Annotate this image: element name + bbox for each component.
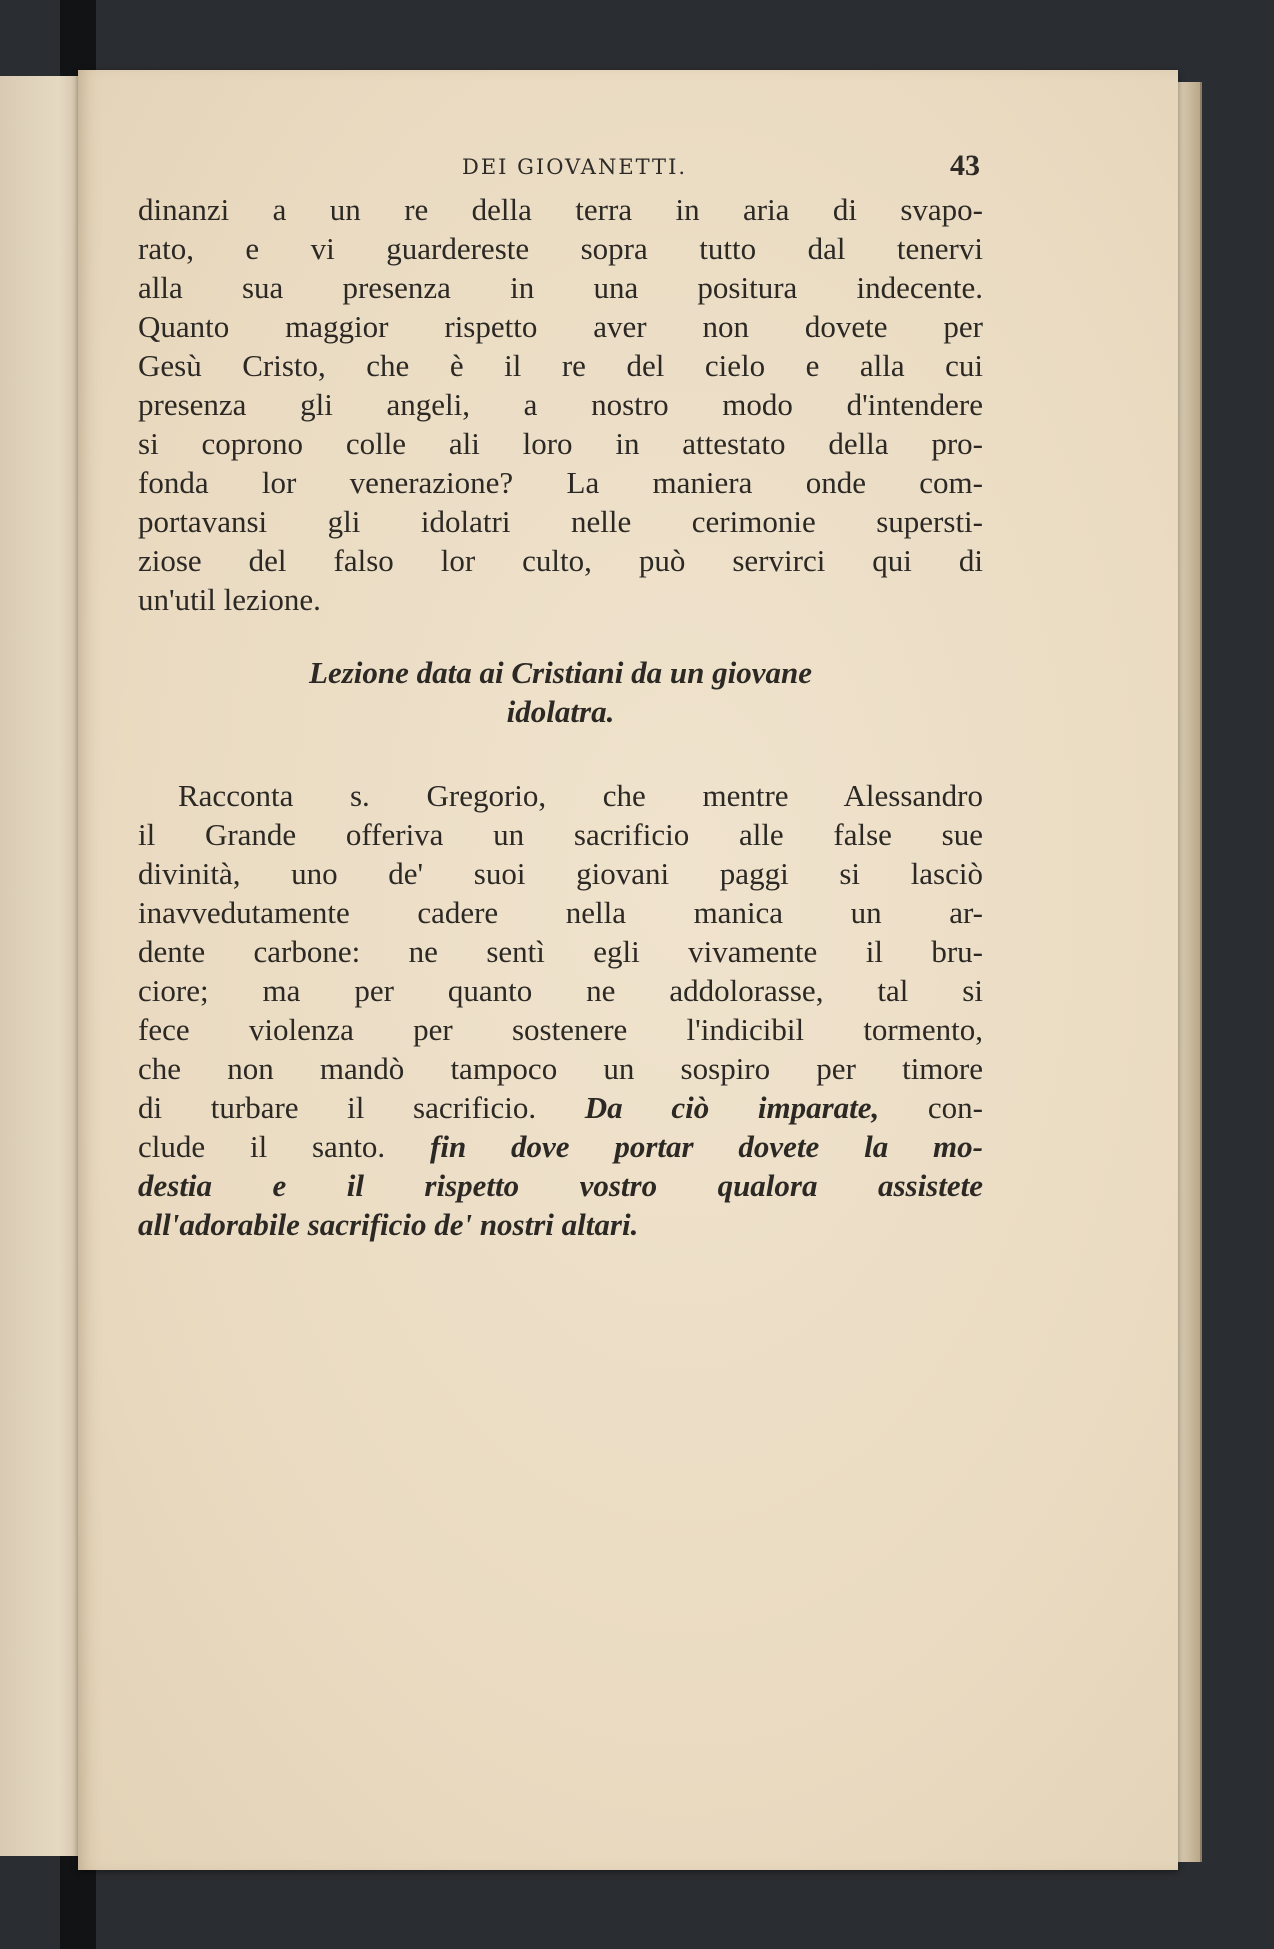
text-line: dente carbone: ne sentì egli vivamente il bru-	[138, 934, 983, 969]
text-line: Quanto maggior rispetto aver non dovete per	[138, 309, 983, 344]
paragraph-2	[138, 776, 983, 1244]
section-heading	[138, 653, 983, 731]
text-line: Gesù Cristo, che è il re del cielo e alla cui	[138, 348, 983, 383]
text-line: Racconta s. Gregorio, che mentre Alessandro	[178, 778, 983, 813]
italic-line: destia e il rispetto vostro qualora assistete	[138, 1168, 983, 1203]
text-span: clude il santo.	[138, 1129, 386, 1164]
page-number: 43	[950, 149, 980, 182]
paragraph-1	[138, 190, 983, 619]
text-line: ciore; ma per quanto ne addolorasse, tal si	[138, 973, 983, 1008]
text-line: che non mandò tampoco un sospiro per timore	[138, 1051, 983, 1086]
heading-line: idolatra.	[506, 694, 615, 729]
italic-line: all'adorabile sacrificio de' nostri altari.	[138, 1207, 639, 1242]
italic-span: Da ciò imparate,	[584, 1090, 880, 1125]
text-line: portavansi gli idolatri nelle cerimonie supersti-	[138, 504, 983, 539]
text-line: alla sua presenza in una positura indecente.	[138, 270, 983, 305]
running-head	[150, 149, 980, 195]
text-line-mixed	[138, 1127, 983, 1166]
text-span: con-	[927, 1090, 984, 1125]
text-line: fece violenza per sostenere l'indicibil tormento,	[138, 1012, 983, 1047]
text-line: si coprono colle ali loro in attestato della pro-	[138, 426, 983, 461]
text-line: dinanzi a un re della terra in aria di svapo-	[138, 192, 983, 227]
text-line: fonda lor venerazione? La maniera onde com-	[138, 465, 983, 500]
text-line: rato, e vi guardereste sopra tutto dal tenervi	[138, 231, 983, 266]
italic-span: fin dove portar dovete la mo-	[430, 1129, 983, 1164]
text-line: un'util lezione.	[138, 582, 321, 617]
left-page-edge	[0, 76, 84, 1856]
text-line: ziose del falso lor culto, può servirci qui di	[138, 543, 983, 578]
text-span: di turbare il sacrificio.	[138, 1090, 537, 1125]
text-line-mixed	[138, 1088, 983, 1127]
text-line: divinità, uno de' suoi giovani paggi si lasciò	[138, 856, 983, 891]
text-line: il Grande offeriva un sacrificio alle false sue	[138, 817, 983, 852]
running-title: DEI GIOVANETTI.	[462, 155, 688, 179]
text-block	[138, 190, 983, 1244]
heading-line: Lezione data ai Cristiani da un giovane	[309, 655, 812, 690]
text-line: presenza gli angeli, a nostro modo d'intendere	[138, 387, 983, 422]
text-line: inavvedutamente cadere nella manica un ar-	[138, 895, 983, 930]
